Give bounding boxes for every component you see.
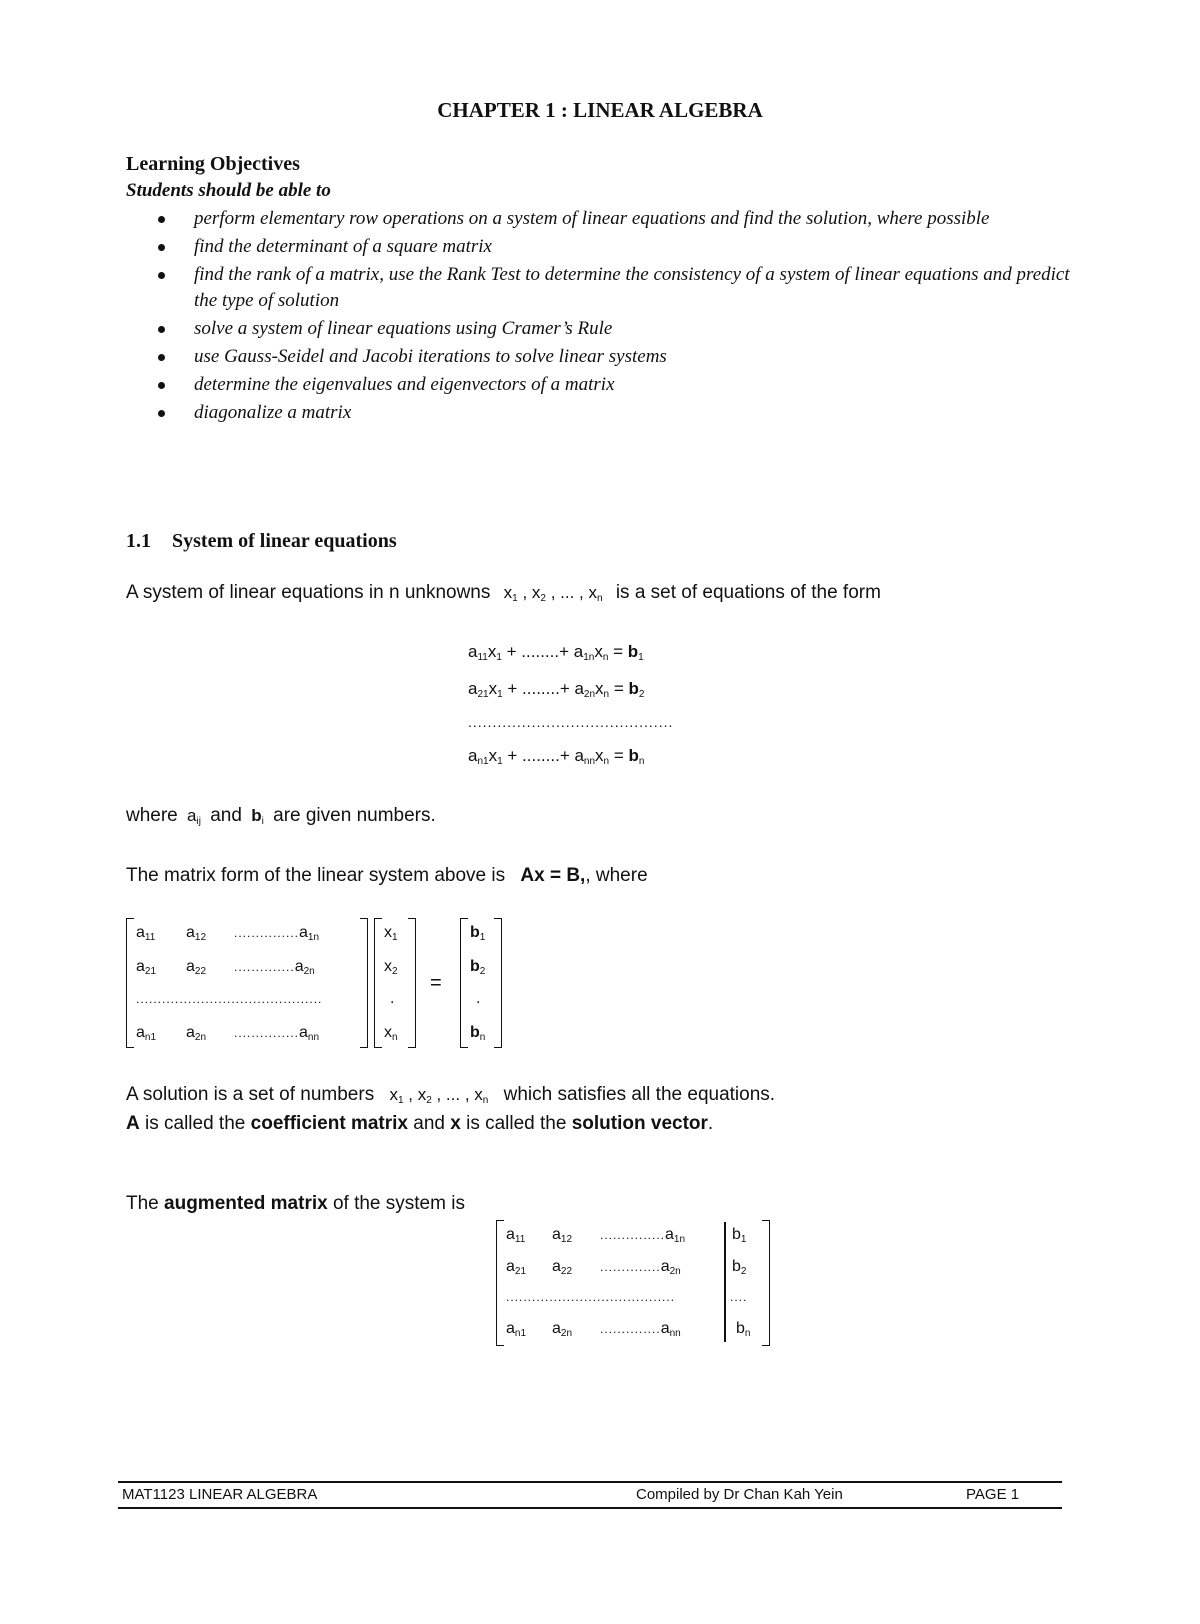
- objective-item: find the determinant of a square matrix: [126, 234, 1086, 260]
- objectives-list: [126, 206, 1086, 428]
- learning-objectives-heading: Learning Objectives: [126, 153, 300, 175]
- matrix-form-statement: The matrix form of the linear system above is Ax = B,, where: [126, 865, 648, 886]
- unknowns-notation: $x_1$ , $x_2$ , ... , $x_n$: [503, 583, 603, 604]
- solution-statement: A solution is a set of numbers $x_1$ , $x_2$ , ... , $x_n$ which satisfies all the equations.: [126, 1084, 776, 1106]
- footer-page-number: PAGE 1: [966, 1486, 1020, 1503]
- objective-item: diagonalize a matrix: [126, 400, 1086, 426]
- chapter-title: CHAPTER 1 : LINEAR ALGEBRA: [437, 98, 763, 122]
- footer-rule-top: [118, 1481, 1062, 1483]
- section-title: System of linear equations: [172, 530, 397, 552]
- footer-course: MAT1123 LINEAR ALGEBRA: [122, 1486, 318, 1503]
- footer-compiled-by: Compiled by Dr Chan Kah Yein: [636, 1486, 843, 1503]
- section-heading: [126, 530, 397, 553]
- objective-item: perform elementary row operations on a system of linear equations and find the solution, where possible: [126, 206, 1086, 232]
- equation-row-n: $a_{n1}x_1$ + ........+ $a_{nn}x_n = b_n$: [468, 746, 645, 767]
- augmented-matrix: $a_{11}$ $a_{12}$ $...............a_{1n}$ $b_1$ $a_{21}$ $a_{22}$ $..............a_{2n}$ $b_2$ ....................................... .... $a_{n1}$ $a_{2n}$ $..............a_{nn}$ $b_n$: [496, 1220, 776, 1346]
- footer-rule-bottom: [118, 1507, 1062, 1509]
- objective-item: determine the eigenvalues and eigenvectors of a matrix: [126, 372, 1086, 398]
- objective-item: use Gauss-Seidel and Jacobi iterations to solve linear systems: [126, 344, 1086, 370]
- system-intro: A system of linear equations in n unknowns $x_1$ , $x_2$ , ... , $x_n$ is a set of equations of the form: [126, 582, 881, 604]
- objective-item: find the rank of a matrix, use the Rank Test to determine the consistency of a system of linear equations and predict the type of solution: [126, 262, 1086, 314]
- coefficient-definition: A is called the coefficient matrix and x is called the solution vector.: [126, 1113, 714, 1134]
- equation-row-ellipsis: ..........................................: [468, 714, 674, 730]
- equation-row-2: $a_{21}x_1$ + ........+ $a_{2n}x_n = b_2$: [468, 679, 645, 700]
- equation-row-1: $a_{11}x_1$ + ........+ $a_{1n}x_n = b_1$: [468, 642, 644, 663]
- matrix-equation: $a_{11}$ $a_{12}$ $...............a_{1n}$ $a_{21}$ $a_{22}$ $..............a_{2n}$ ........................................... $a_{n1}$ $a_{2n}$ $...............a_{nn}$ $x_1$ $x_2$ . $x_n$ = $b_1$ $b_2$ . $b_n$: [126, 918, 526, 1048]
- section-number: 1.1: [126, 530, 151, 552]
- learning-objectives-subheading: Students should be able to: [126, 180, 331, 201]
- where-statement: where $a_{ij}$ and $b_i$ are given numbers.: [126, 805, 436, 827]
- objective-item: solve a system of linear equations using Cramer’s Rule: [126, 316, 1086, 342]
- augmented-statement: The augmented matrix of the system is: [126, 1193, 465, 1214]
